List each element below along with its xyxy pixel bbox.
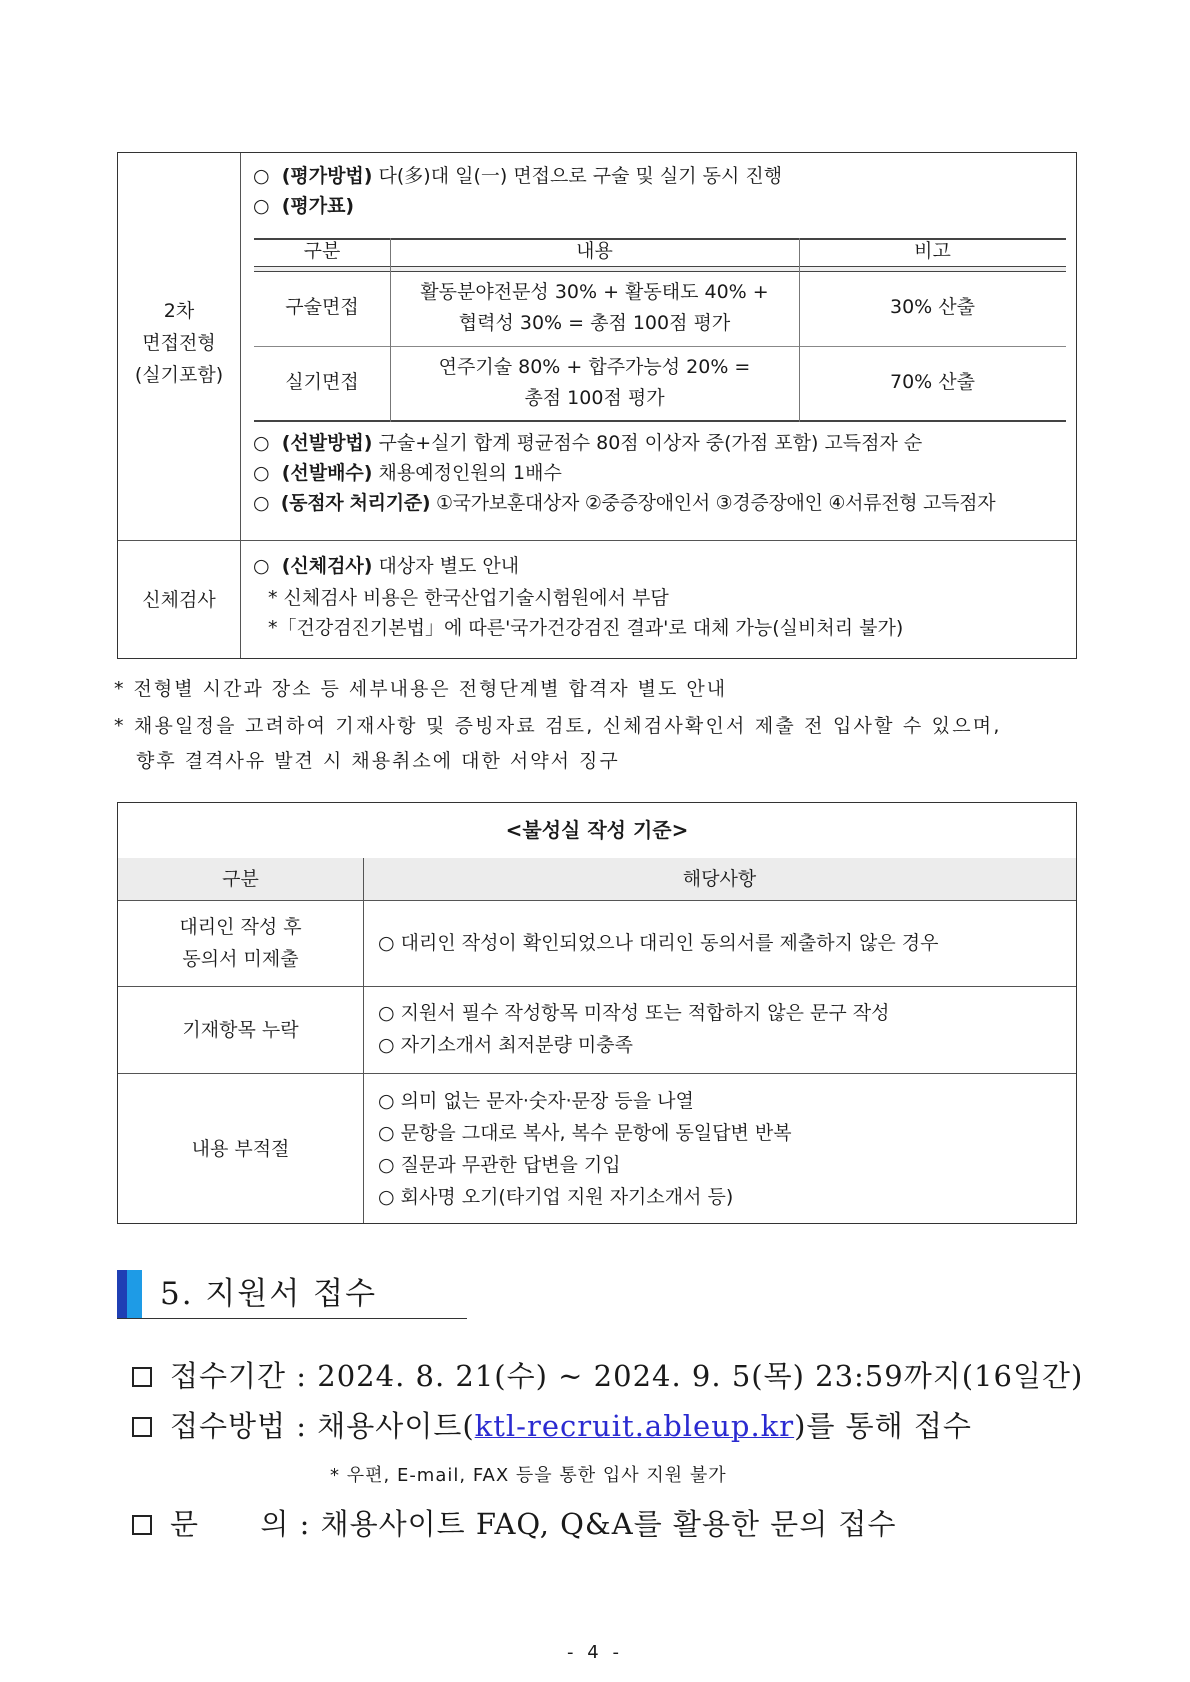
row-content [390,277,799,339]
page-number: - 4 - [567,1642,623,1663]
physical-exam-key: (신체검사) [281,555,373,577]
row-label-proxy [118,911,363,975]
method-text: 채용사이트( [317,1409,475,1443]
tie-rule-text: ①국가보훈대상자 ②중증장애인서 ③경증장애인 ④서류전형 고득점자 [430,492,996,514]
criteria-item: ○ 문항을 그대로 복사, 복수 문항에 동일답변 반복 [378,1122,792,1144]
select-method-line [253,428,922,458]
method-key: 접수방법 [170,1409,287,1443]
bullet: ○ [253,492,270,514]
header-items: 해당사항 [682,868,757,890]
eval-method-key: (평가방법) [281,165,373,187]
row-note: 30% 산출 [890,296,975,318]
criteria-item: ○ 대리인 작성이 확인되었으나 대리인 동의서를 제출하지 않은 경우 [378,932,939,954]
method-note: * 우편, E-mail, FAX 등을 통한 입사 지원 불가 [330,1465,727,1486]
eval-table-title-line [253,191,354,221]
period-line [132,1354,1083,1398]
row-label-inappropriate: 내용 부적절 [191,1138,290,1160]
eval-method-text: 다(多)대 일(一) 면접으로 구술 및 실기 동시 진행 [372,165,783,187]
physical-exam-text: 대상자 별도 안내 [372,555,520,577]
criteria-item: ○ 의미 없는 문자·숫자·문장 등을 나열 [378,1090,694,1112]
early-join-note-cont: 향후 결격사유 발견 시 채용취소에 대한 서약서 징구 [136,750,620,772]
physical-exam-line [253,551,519,581]
tie-rule-key: (동점자 처리기준) [280,492,431,514]
select-ratio-line [253,458,562,488]
criteria-item: ○ 질문과 무관한 답변을 기입 [378,1154,621,1176]
early-join-note: * 채용일정을 고려하여 기재사항 및 증빙자료 검토, 신체검사확인서 제출 전 입사할 수 있으며, [114,715,1002,737]
physical-exam-substitute-note: *「건강검진기본법」에 따른'국가건강검진 결과'로 대체 가능(실비처리 불가) [268,617,904,639]
label-line: (실기포함) [134,364,224,386]
separator: : [296,1409,308,1443]
row-label-missing: 기재항목 누락 [182,1019,299,1041]
select-ratio-text: 채용예정인원의 1배수 [372,462,562,484]
criteria-item: ○ 회사명 오기(타기업 지원 자기소개서 등) [378,1186,734,1208]
header-category: 구분 [222,868,259,890]
checkbox-square-icon [132,1417,152,1437]
label-line: 대리인 작성 후 [179,916,302,938]
row-divider [118,986,1076,987]
physical-exam-cost-note: * 신체검사 비용은 한국산업기술시험원에서 부담 [268,587,669,609]
eval-method-line [253,161,782,191]
bullet: ○ [253,432,270,454]
header-row [118,858,1076,901]
select-method-key: (선발방법) [281,432,373,454]
content-line: 연주기술 80% + 합주가능성 20% = [438,356,751,378]
selection-process-table [117,152,1077,659]
bullet: ○ [253,555,270,577]
checkbox-square-icon [132,1515,152,1535]
table-title: <불성실 작성 기준> [118,803,1076,859]
row-note: 70% 산출 [890,371,975,393]
row-type: 실기면접 [285,371,359,393]
method-line [132,1404,972,1448]
column-divider [240,153,241,658]
period-key: 접수기간 [170,1359,287,1393]
row-divider [118,1073,1076,1074]
section-title: 5. 지원서 접수 [160,1276,378,1312]
inquiry-value: 채용사이트 FAQ, Q&A를 활용한 문의 접수 [320,1507,897,1541]
row-type: 구술면접 [285,296,359,318]
criteria-item: ○ 자기소개서 최저분량 미충족 [378,1034,633,1056]
table-rule [254,420,1066,422]
row-label-interview [118,295,240,391]
period-value: 2024. 8. 21(수) ~ 2024. 9. 5(목) 23:59까지(16일간) [317,1359,1084,1393]
label-line: 동의서 미제출 [182,948,299,970]
recruit-site-link[interactable]: ktl-recruit.ableup.kr [474,1409,795,1443]
bullet: ○ [253,195,270,217]
content-line: 활동분야전문성 30% + 활동태도 40% + [420,281,769,303]
method-text: )를 통해 접수 [794,1409,972,1443]
section-underline [117,1318,467,1319]
column-divider [363,858,364,1223]
eval-table-key: (평가표) [281,195,355,217]
select-method-text: 구술+실기 합계 평균점수 80점 이상자 중(가점 포함) 고득점자 순 [372,432,923,454]
row-divider [118,540,1076,541]
content-line: 협력성 30% = 총점 100점 평가 [458,312,731,334]
content-line: 총점 100점 평가 [524,387,665,409]
bullet: ○ [253,462,270,484]
inquiry-line [132,1502,896,1546]
criteria-item: ○ 지원서 필수 작성항목 미작성 또는 적합하지 않은 문구 작성 [378,1002,890,1024]
separator: : [296,1359,308,1393]
select-ratio-key: (선발배수) [281,462,373,484]
schedule-note: * 전형별 시간과 장소 등 세부내용은 전형단계별 합격자 별도 안내 [114,678,728,700]
header-content: 내용 [576,240,613,262]
insincere-criteria-table [117,802,1077,1224]
row-label-physical: 신체검사 [142,589,216,611]
checkbox-square-icon [132,1367,152,1387]
row-rule [254,346,1066,347]
label-line: 2차 [163,300,195,322]
tie-rule-line [253,488,995,518]
section-marker-dark [117,1270,127,1318]
eval-score-table [254,238,1066,421]
header-type: 구분 [303,240,341,262]
section-marker-light [127,1270,142,1318]
separator: : [299,1507,311,1541]
inquiry-key: 문 의 [170,1507,290,1541]
header-note: 비고 [914,240,951,262]
label-line: 면접전형 [142,332,216,354]
row-content [390,352,799,414]
bullet: ○ [253,165,270,187]
